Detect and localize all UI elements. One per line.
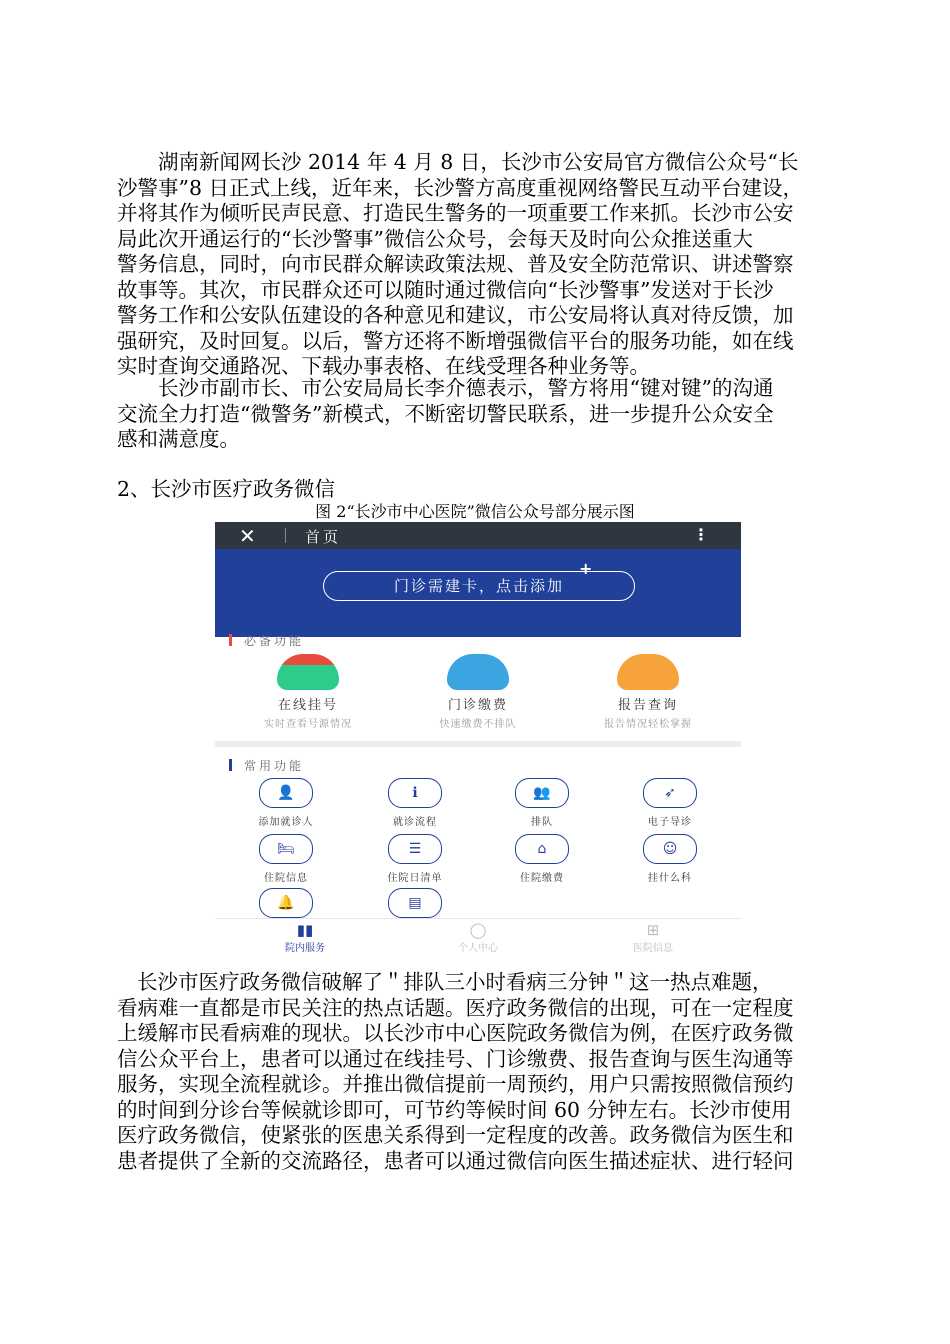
- feature-label: 门诊缴费: [447, 698, 508, 713]
- plus-icon: +: [579, 559, 593, 578]
- feature-label: 住院信息: [264, 873, 308, 884]
- text-line: 感和满意度。: [117, 427, 240, 451]
- coin-icon: [447, 654, 509, 690]
- face-icon: ☺: [643, 834, 697, 864]
- text-line: 强研究，及时回复。以后，警方还将不断增强微信平台的服务功能，如在线: [117, 328, 794, 353]
- e-guide-button[interactable]: [615, 778, 725, 828]
- inpatient-info-button[interactable]: [231, 834, 341, 884]
- more-icon[interactable]: ⋮: [693, 525, 709, 544]
- text-line: 的时间到分诊台等候就诊即可，可节约等候时间 60 分钟左右。长沙市使用: [117, 1097, 792, 1122]
- section-heading: 2、长沙市医疗政务微信: [117, 477, 336, 501]
- calendar-icon: [277, 654, 339, 690]
- feature-label: 排队: [531, 817, 553, 828]
- text-line: 并将其作为倾听民声民意、打造民生警务的一项重要工作来抓。长沙市公安: [117, 201, 794, 225]
- section-divider: [215, 741, 741, 747]
- info-icon: ℹ: [388, 778, 442, 808]
- text-line: 局此次开通运行的“长沙警事”微信公众号，会每天及时向公众推送重大: [117, 226, 753, 251]
- notification-button[interactable]: [231, 888, 341, 918]
- outpatient-payment-button[interactable]: [413, 654, 543, 730]
- text-line: 交流全力打造“微警务”新模式，不断密切警民联系，进一步提升公众安全: [117, 401, 774, 426]
- feature-label: 报告查询: [617, 698, 678, 713]
- add-card-button[interactable]: 门诊需建卡，点击添加: [323, 571, 635, 601]
- feature-subtitle: 报告情况轻松掌握: [604, 719, 692, 730]
- section-marker: [229, 759, 232, 771]
- tab-label: 医院信息: [633, 943, 673, 954]
- compass-icon: ➶: [643, 778, 697, 808]
- tab-label: 个人中心: [458, 943, 498, 954]
- paragraph-vice-mayor: [117, 376, 837, 453]
- section-marker: [229, 634, 232, 646]
- group-icon: 👥: [515, 778, 569, 808]
- hospital-icon: ⊞: [646, 921, 660, 939]
- text-line: 长沙市医疗政务微信破解了＂排队三小时看病三分钟＂这一热点难题，: [137, 970, 773, 994]
- text-line: 故事等。其次，市民群众还可以随时通过微信向“长沙警事”发送对于长沙: [117, 277, 774, 302]
- paragraph-medical-wechat: [117, 970, 837, 1174]
- tab-personal-center[interactable]: [418, 921, 538, 954]
- online-register-button[interactable]: [243, 654, 373, 730]
- essential-section-title: [229, 632, 304, 649]
- folder-icon: [617, 654, 679, 690]
- text-line: 长沙市副市长、市公安局局长李介德表示，警方将用“键对键”的沟通: [158, 376, 774, 400]
- text-line: 湖南新闻网长沙 2014 年 4 月 8 日，长沙市公安局官方微信公众号“长: [158, 150, 799, 174]
- text-line: 沙警事”8 日正式上线，近年来，长沙警方高度重视网络警民互动平台建设，: [117, 175, 804, 200]
- feature-subtitle: 实时查看号源情况: [264, 719, 352, 730]
- feature-label: 就诊流程: [393, 817, 437, 828]
- tab-hospital-info[interactable]: [593, 921, 713, 954]
- report-query-button[interactable]: [583, 654, 713, 730]
- person-icon: 👤: [259, 778, 313, 808]
- feature-label: 在线挂号: [277, 698, 338, 713]
- text-line: 警务信息，同时，向市民群众解读政策法规、普及安全防范常识、讲述警察: [117, 252, 794, 276]
- services-icon: ▮▮: [296, 921, 314, 939]
- person-icon: ◯: [469, 921, 487, 939]
- page-title: 首页: [305, 528, 342, 546]
- divider: [285, 528, 286, 543]
- tab-label: 院内服务: [285, 943, 325, 954]
- queue-button[interactable]: [487, 778, 597, 828]
- document-icon: ▤: [388, 888, 442, 918]
- daily-bill-button[interactable]: [360, 834, 470, 884]
- close-icon[interactable]: ✕: [239, 524, 256, 548]
- feature-subtitle: 快速缴费不排队: [439, 719, 517, 730]
- common-section-title: [229, 757, 304, 774]
- document-button[interactable]: [360, 888, 470, 918]
- bed-icon: 🛏: [259, 834, 313, 864]
- section-title-text: 常用功能: [244, 759, 305, 773]
- figure-caption: 图 2“长沙市中心医院”微信公众号部分展示图: [315, 502, 635, 521]
- banner: [215, 549, 741, 637]
- top-bar: [215, 522, 741, 549]
- tab-hospital-services[interactable]: [245, 921, 365, 954]
- text-line: 患者提供了全新的交流路径，患者可以通过微信向医生描述症状、进行轻问: [117, 1148, 794, 1173]
- inpatient-payment-button[interactable]: [487, 834, 597, 884]
- text-line: 医疗政务微信，使紧张的医患关系得到一定程度的改善。政务微信为医生和: [117, 1123, 794, 1147]
- text-line: 服务，实现全流程就诊。并推出微信提前一周预约，用户只需按照微信预约: [117, 1072, 794, 1096]
- feature-label: 住院缴费: [520, 873, 564, 884]
- section-title-text: 必备功能: [244, 634, 305, 648]
- add-patient-button[interactable]: [231, 778, 341, 828]
- text-line: 实时查询交通路况、下载办事表格、在线受理各种业务等。: [117, 354, 650, 378]
- feature-label: 电子导诊: [648, 817, 692, 828]
- wechat-screenshot: [215, 522, 741, 954]
- house-icon: ⌂: [515, 834, 569, 864]
- text-line: 警务工作和公安队伍建设的各种意见和建议，市公安局将认真对待反馈，加: [117, 303, 794, 327]
- feature-label: 住院日清单: [387, 873, 443, 884]
- which-department-button[interactable]: [615, 834, 725, 884]
- text-line: 上缓解市民看病难的现状。以长沙市中心医院政务微信为例，在医疗政务微: [117, 1021, 794, 1045]
- visit-process-button[interactable]: [360, 778, 470, 828]
- feature-label: 添加就诊人: [258, 817, 314, 828]
- list-icon: ☰: [388, 834, 442, 864]
- feature-label: 挂什么科: [648, 873, 692, 884]
- bell-icon: 🔔: [259, 888, 313, 918]
- text-line: 信公众平台上，患者可以通过在线挂号、门诊缴费、报告查询与医生沟通等: [117, 1046, 794, 1071]
- text-line: 看病难一直都是市民关注的热点话题。医疗政务微信的出现，可在一定程度: [117, 995, 794, 1020]
- bottom-tab-bar: [215, 918, 741, 954]
- paragraph-police-wechat: [117, 150, 837, 380]
